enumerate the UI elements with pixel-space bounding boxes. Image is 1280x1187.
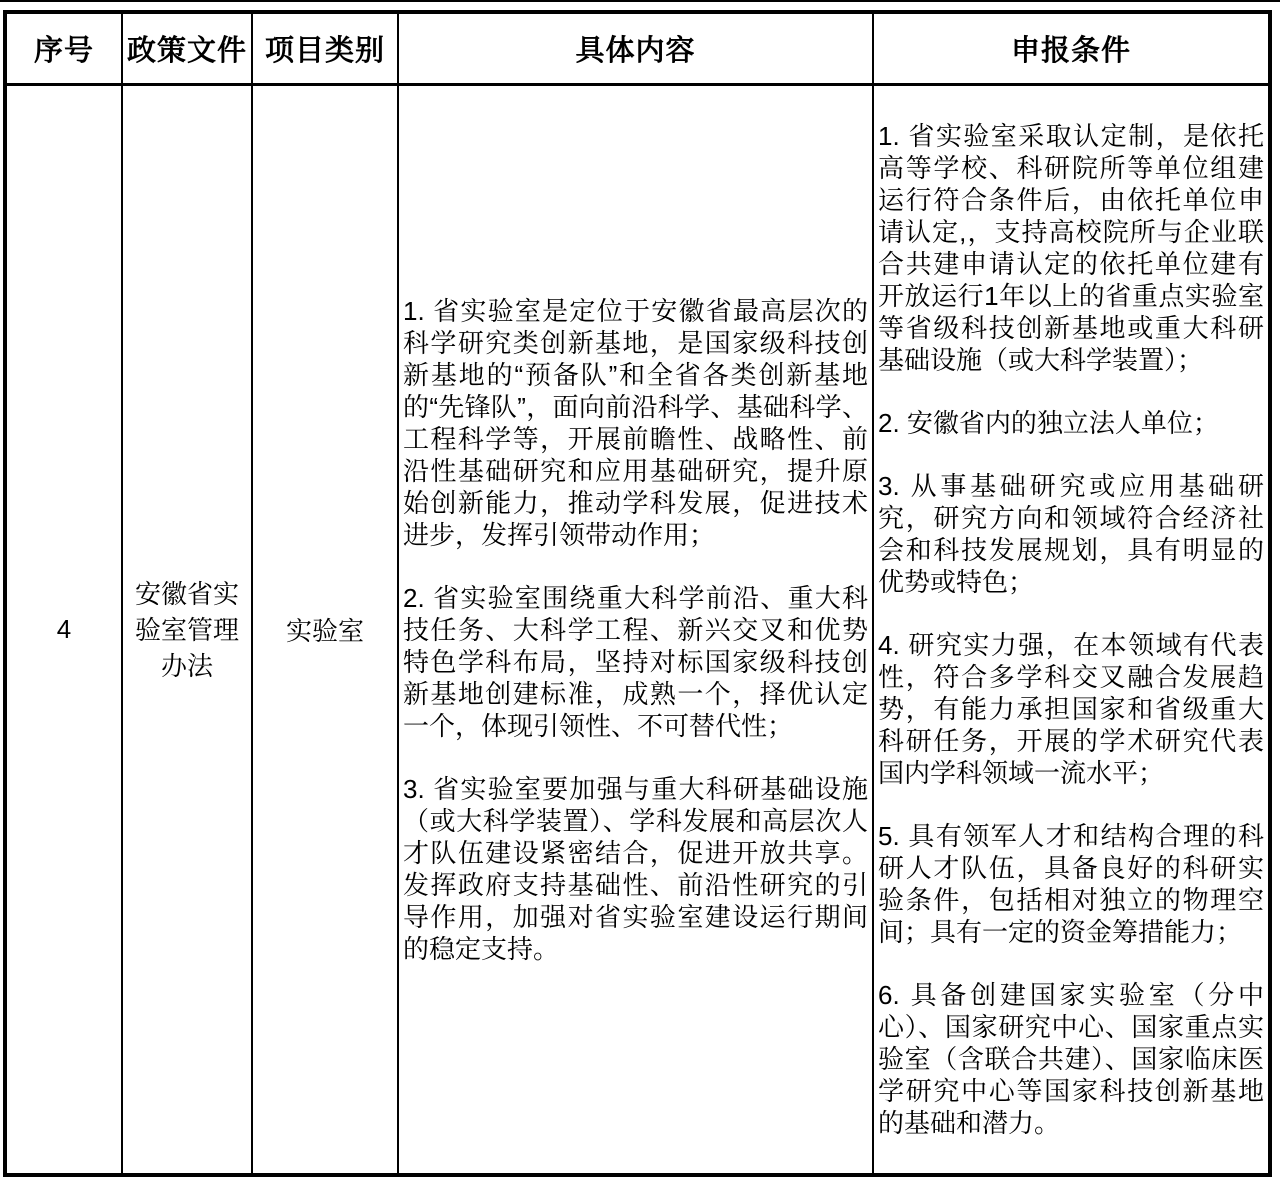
header-serial-number: 序号 bbox=[33, 35, 94, 67]
serial-number-value: 4 bbox=[56, 614, 72, 644]
policy-table bbox=[3, 10, 1272, 1177]
cell-specific-content bbox=[397, 86, 872, 1173]
application-condition-paragraph: 2. 安徽省内的独立法人单位； bbox=[878, 408, 1219, 438]
cell-serial-number bbox=[7, 86, 121, 1173]
table-header-row bbox=[7, 14, 1268, 86]
header-application-conditions: 申报条件 bbox=[872, 14, 1268, 83]
application-condition-paragraph: 4. 研究实力强，在本领域有代表性，符合多学科交叉融合发展趋势，有能力承担国家和省级重大科研任务，开展的学术研究代表国内学科领域一流水平； bbox=[878, 630, 1264, 788]
application-condition-paragraph: 5. 具有领军人才和结构合理的科研人才队伍，具备良好的科研实验条件，包括相对独立的物理空间；具有一定的资金筹措能力； bbox=[878, 821, 1264, 947]
table-body-row bbox=[7, 86, 1268, 1173]
policy-document-value: 安徽省实验室管理办法 bbox=[134, 578, 239, 681]
application-condition-paragraph: 3. 从事基础研究或应用基础研究，研究方向和领域符合经济社会和科技发展规划，具有明显的优势或特色； bbox=[878, 471, 1264, 597]
project-category-value: 实验室 bbox=[285, 616, 364, 646]
header-project-category: 项目类别 bbox=[251, 14, 397, 83]
specific-content-paragraph: 1. 省实验室是定位于安徽省最高层次的科学研究类创新基地，是国家级科技创新基地的“预备队”和全省各类创新基地的“先锋队”，面向前沿科学、基础科学、工程科学等，开展前瞻性、战略性、前沿性基础研究和应用基础研究，提升原始创新能力，推动学科发展，促进技术进步，发挥引领带动作用； bbox=[403, 295, 868, 550]
specific-content-paragraph: 3. 省实验室要加强与重大科研基础设施（或大科学装置）、学科发展和高层次人才队伍建设紧密结合，促进开放共享。发挥政府支持基础性、前沿性研究的引导作用，加强对省实验室建设运行期间的稳定支持。 bbox=[403, 773, 868, 964]
cell-policy-document bbox=[121, 86, 251, 1173]
header-policy-document: 政策文件 bbox=[121, 14, 251, 83]
application-condition-paragraph: 1. 省实验室采取认定制，是依托高等学校、科研院所等单位组建运行符合条件后，由依托单位申请认定,，支持高校院所与企业联合共建申请认定的依托单位建有开放运行1年以上的省重点实验室等省级科技创新基地或重大科研基础设施（或大科学装置）； bbox=[878, 121, 1264, 375]
specific-content-paragraph: 2. 省实验室围绕重大科学前沿、重大科技任务、大科学工程、新兴交叉和优势特色学科布局，坚持对标国家级科技创新基地创建标准，成熟一个，择优认定一个，体现引领性、不可替代性； bbox=[403, 582, 868, 741]
application-condition-paragraph: 6. 具备创建国家实验室（分中心）、国家研究中心、国家重点实验室（含联合共建）、国家临床医学研究中心等国家科技创新基地的基础和潜力。 bbox=[878, 980, 1264, 1138]
cell-project-category bbox=[251, 86, 397, 1173]
header-specific-content: 具体内容 bbox=[397, 14, 872, 83]
cell-application-conditions bbox=[872, 86, 1268, 1173]
top-remnant-line bbox=[0, 0, 1280, 2]
